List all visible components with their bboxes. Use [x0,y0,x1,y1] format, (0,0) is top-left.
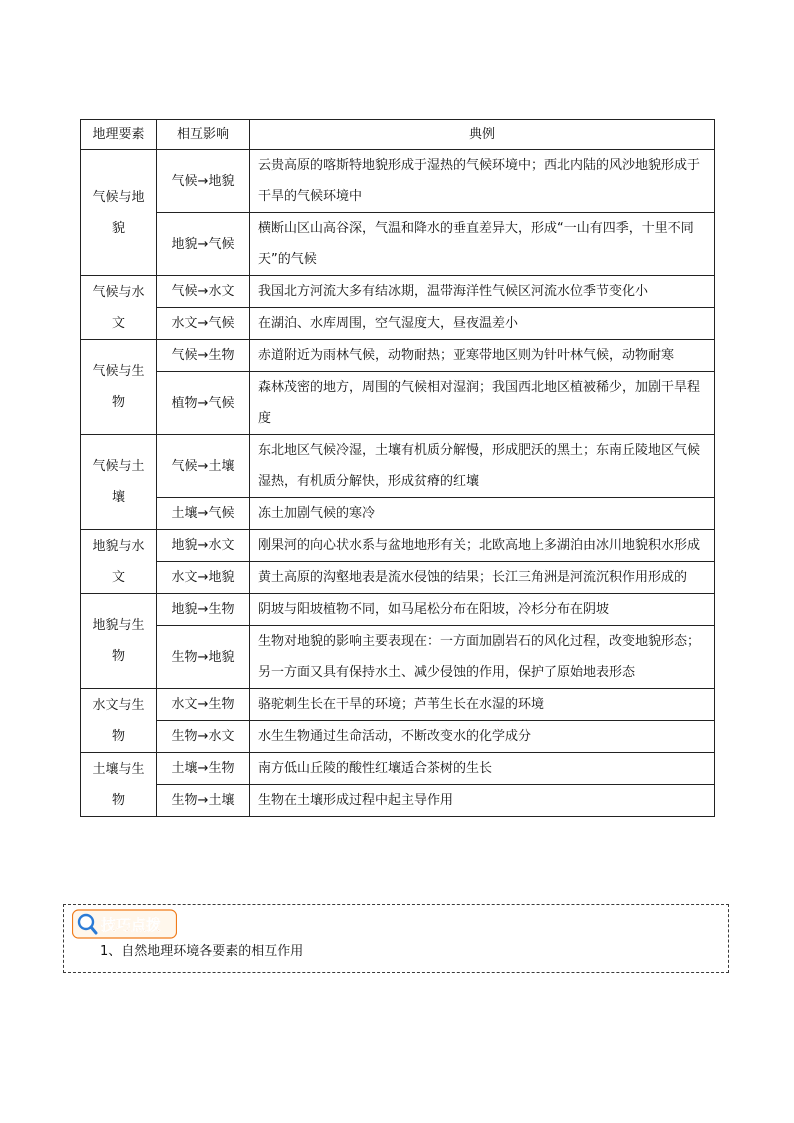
table-row [81,753,715,785]
example-cell: 云贵高原的喀斯特地貌形成于湿热的气候环境中；西北内陆的风沙地貌形成于干旱的气候环境中 [250,150,715,213]
example-cell: 生物在土壤形成过程中起主导作用 [250,785,715,817]
relation-cell: 地貌→气候 [157,213,250,276]
example-cell: 我国北方河流大多有结冰期，温带海洋性气候区河流水位季节变化小 [250,276,715,308]
table-row [81,594,715,626]
table-row [81,340,715,372]
relation-cell: 气候→地貌 [157,150,250,213]
element-cell: 气候与地貌 [81,150,157,276]
element-cell: 土壤与生物 [81,753,157,817]
relation-cell: 生物→土壤 [157,785,250,817]
table-row [81,721,715,753]
relation-cell: 水文→地貌 [157,562,250,594]
tip-line-1: 1、自然地理环境各要素的相互作用 [100,944,304,959]
relation-cell: 地貌→生物 [157,594,250,626]
relation-cell: 水文→生物 [157,689,250,721]
example-cell: 东北地区气候冷湿，土壤有机质分解慢，形成肥沃的黑土；东南丘陵地区气候湿热，有机质分解快，形成贫瘠的红壤 [250,435,715,498]
example-cell: 横断山区山高谷深，气温和降水的垂直差异大，形成“一山有四季，十里不同天”的气候 [250,213,715,276]
element-cell: 地貌与生物 [81,594,157,689]
element-cell: 水文与生物 [81,689,157,753]
table-row [81,530,715,562]
element-cell: 地貌与水文 [81,530,157,594]
tip-box [63,904,729,973]
element-cell: 气候与生物 [81,340,157,435]
relation-cell: 植物→气候 [157,372,250,435]
example-cell: 黄土高原的沟壑地表是流水侵蚀的结果；长江三角洲是河流沉积作用形成的 [250,562,715,594]
relation-cell: 水文→气候 [157,308,250,340]
relation-cell: 土壤→生物 [157,753,250,785]
table-row [81,308,715,340]
relation-cell: 生物→地貌 [157,626,250,689]
geo-interaction-table [80,119,715,817]
example-cell: 阴坡与阳坡植物不同，如马尾松分布在阳坡，冷杉分布在阴坡 [250,594,715,626]
example-cell: 冻土加剧气候的寒冷 [250,498,715,530]
table-row [81,276,715,308]
relation-cell: 生物→水文 [157,721,250,753]
table-row [81,626,715,689]
relation-cell: 气候→水文 [157,276,250,308]
relation-cell: 气候→生物 [157,340,250,372]
element-cell: 气候与土壤 [81,435,157,530]
table-row [81,150,715,213]
table-row [81,213,715,276]
example-cell: 生物对地貌的影响主要表现在：一方面加剧岩石的风化过程，改变地貌形态；另一方面又具有保持水土、减少侵蚀的作用，保护了原始地表形态 [250,626,715,689]
header-relation: 相互影响 [157,120,250,150]
tip-logo [72,909,177,939]
table-row [81,498,715,530]
example-cell: 在湖泊、水库周围，空气湿度大，昼夜温差小 [250,308,715,340]
element-cell: 气候与水文 [81,276,157,340]
relation-cell: 土壤→气候 [157,498,250,530]
example-cell: 南方低山丘陵的酸性红壤适合茶树的生长 [250,753,715,785]
header-element: 地理要素 [81,120,157,150]
example-cell: 森林茂密的地方，周围的气候相对湿润；我国西北地区植被稀少，加剧干旱程度 [250,372,715,435]
table-row [81,785,715,817]
table-row [81,435,715,498]
table-row [81,689,715,721]
header-example: 典例 [250,120,715,150]
example-cell: 赤道附近为雨林气候，动物耐热；亚寒带地区则为针叶林气候，动物耐寒 [250,340,715,372]
relation-cell: 气候→土壤 [157,435,250,498]
tip-logo-text: 技巧点拨 [101,916,162,934]
example-cell: 水生生物通过生命活动，不断改变水的化学成分 [250,721,715,753]
example-cell: 骆驼刺生长在干旱的环境；芦苇生长在水湿的环境 [250,689,715,721]
example-cell: 刚果河的向心状水系与盆地地形有关；北欧高地上多湖泊由冰川地貌积水形成 [250,530,715,562]
table-header-row [81,120,715,150]
table-row [81,372,715,435]
relation-cell: 地貌→水文 [157,530,250,562]
table-row [81,562,715,594]
